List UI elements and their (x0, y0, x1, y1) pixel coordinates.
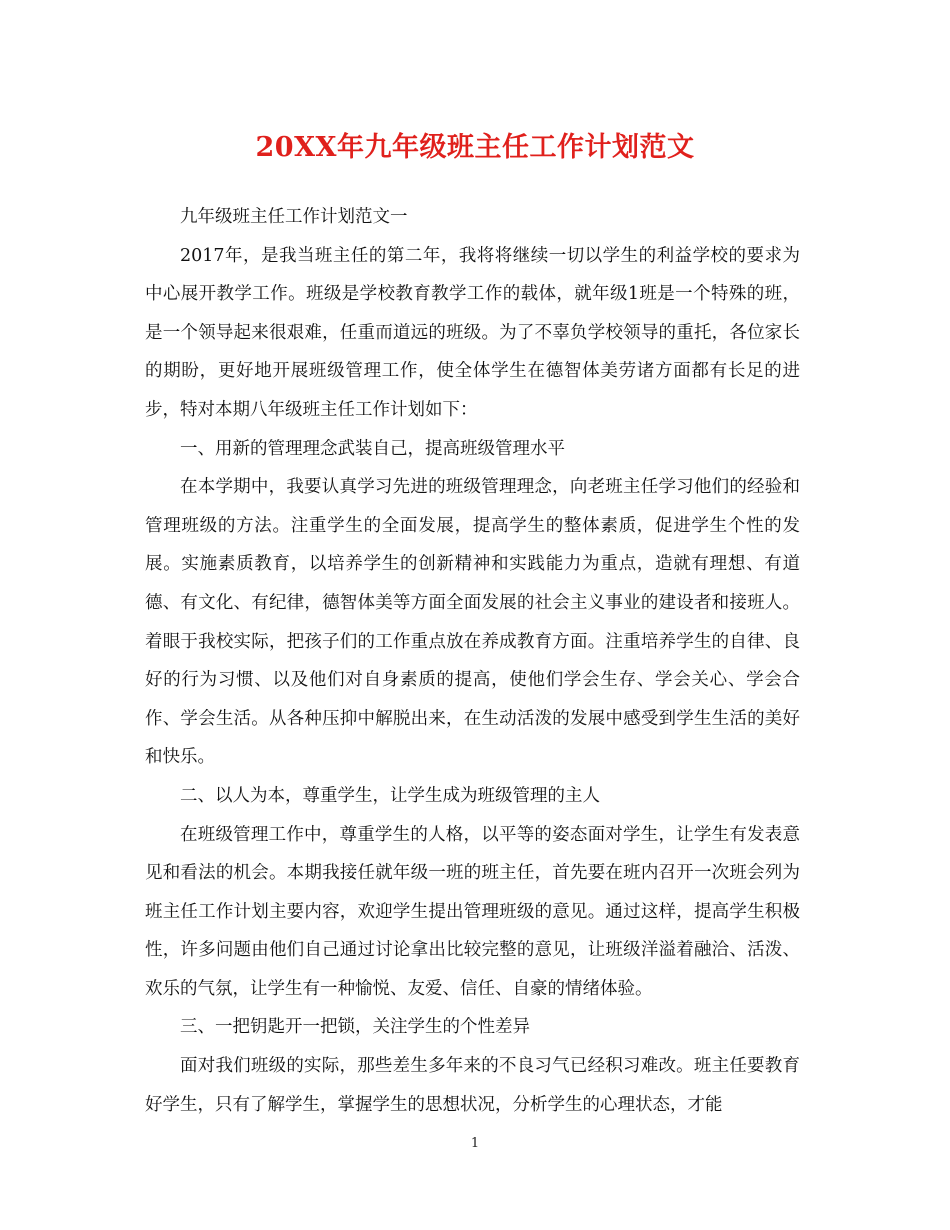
section-heading: 九年级班主任工作计划范文一 (180, 207, 408, 227)
document-title: 20XX年九年级班主任工作计划范文 (255, 132, 695, 163)
section-heading: 二、以人为本，尊重学生，让学生成为班级管理的主人 (180, 785, 600, 806)
page-number: 1 (470, 1136, 480, 1151)
document-body (145, 198, 800, 1124)
section-heading: 一、用新的管理理念武装自己，提高班级管理水平 (180, 438, 565, 459)
body-paragraph: 在班级管理工作中，尊重学生的人格，以平等的姿态面对学生，让学生有发表意见和看法的机会。本期我接任就年级一班的班主任，首先要在班内召开一次班会列为班主任工作计划主要内容，欢迎学生提出管理班级的意见。通过这样，提高学生积极性，许多问题由他们自己通过讨论拿出比较完整的意见，让班级洋溢着融洽、活泼、欢乐的气氛，让学生有一种愉悦、友爱、信任、自豪的情绪体验。 (145, 824, 800, 999)
body-paragraph: 2017年，是我当班主任的第二年，我将将继续一切以学生的利益学校的要求为中心展开教学工作。班级是学校教育教学工作的载体，就年级1班是一个特殊的班，是一个领导起来很艰难，任重而道远的班级。为了不辜负学校领导的重托，各位家长的期盼，更好地开展班级管理工作，使全体学生在德智体美劳诸方面都有长足的进步，特对本期八年级班主任工作计划如下： (145, 245, 800, 420)
section-heading: 三、一把钥匙开一把锁，关注学生的个性差异 (180, 1017, 530, 1038)
body-paragraph: 在本学期中，我要认真学习先进的班级管理理念，向老班主任学习他们的经验和管理班级的方法。注重学生的全面发展，提高学生的整体素质，促进学生个性的发展。实施素质教育，以培养学生的创新精神和实践能力为重点，造就有理想、有道德、有文化、有纪律，德智体美等方面全面发展的社会主义事业的建设者和接班人。着眼于我校实际，把孩子们的工作重点放在养成教育方面。注重培养学生的自律、良好的行为习惯、以及他们对自身素质的提高，使他们学会生存、学会关心、学会合作、学会生活。从各种压抑中解脱出来，在生动活泼的发展中感受到学生生活的美好和快乐。 (145, 477, 800, 768)
body-paragraph: 面对我们班级的实际，那些差生多年来的不良习气已经积习难改。班主任要教育好学生，只有了解学生，掌握学生的思想状况，分析学生的心理状态，才能 (145, 1056, 800, 1115)
